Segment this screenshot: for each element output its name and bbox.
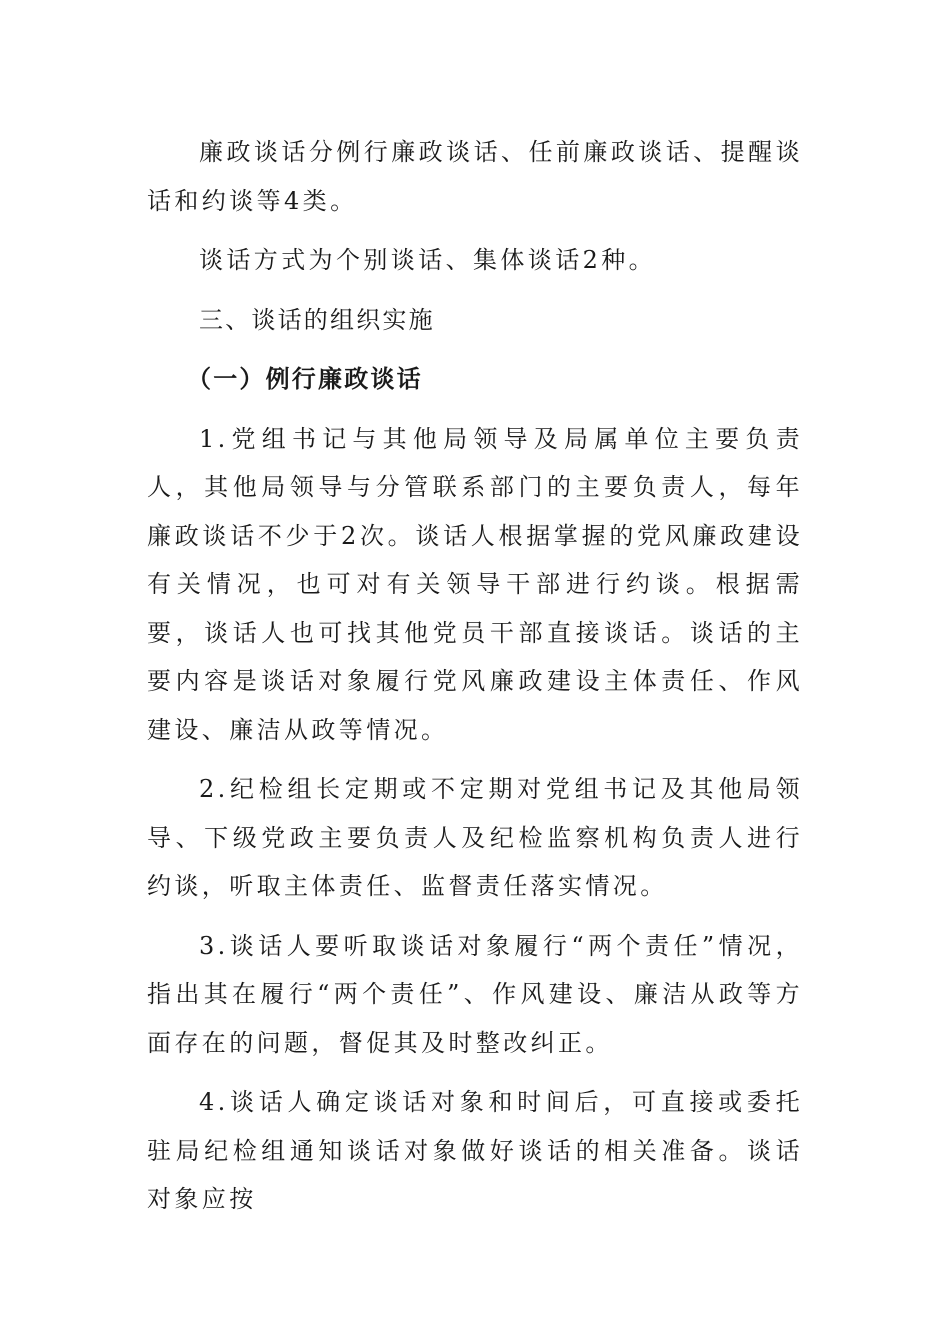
paragraph-item-4: 4.谈话人确定谈话对象和时间后，可直接或委托驻局纪检组通知谈话对象做好谈话的相关准备。谈话对象应按 — [147, 1088, 803, 1213]
paragraph-item-2: 2.纪检组长定期或不定期对党组书记及其他局领导、下级党政主要负责人及纪检监察机构负责人进行约谈，听取主体责任、监督责任落实情况。 — [147, 775, 803, 900]
subsection-heading: （一）例行廉政谈话 — [187, 365, 423, 393]
paragraph-item-3: 3.谈话人要听取谈话对象履行“两个责任”情况，指出其在履行“两个责任”、作风建设、廉洁从政等方面存在的问题，督促其及时整改纠正。 — [147, 931, 803, 1057]
section-heading: 三、谈话的组织实施 — [199, 305, 435, 334]
paragraph-talk-types: 廉政谈话分例行廉政谈话、任前廉政谈话、提醒谈话和约谈等4类。 — [147, 138, 803, 215]
document-page — [147, 128, 803, 1235]
paragraph-item-1: 1.党组书记与其他局领导及局属单位主要负责人，其他局领导与分管联系部门的主要负责人，每年廉政谈话不少于2次。谈话人根据掌握的党风廉政建设有关情况，也可对有关领导干部进行约谈。根据需要，谈话人也可找其他党员干部直接谈话。谈话的主要内容是谈话对象履行党风廉政建设主体责任、作风建设、廉洁从政等情况。 — [147, 424, 803, 744]
paragraph-talk-methods: 谈话方式为个别谈话、集体谈话2种。 — [199, 246, 657, 274]
